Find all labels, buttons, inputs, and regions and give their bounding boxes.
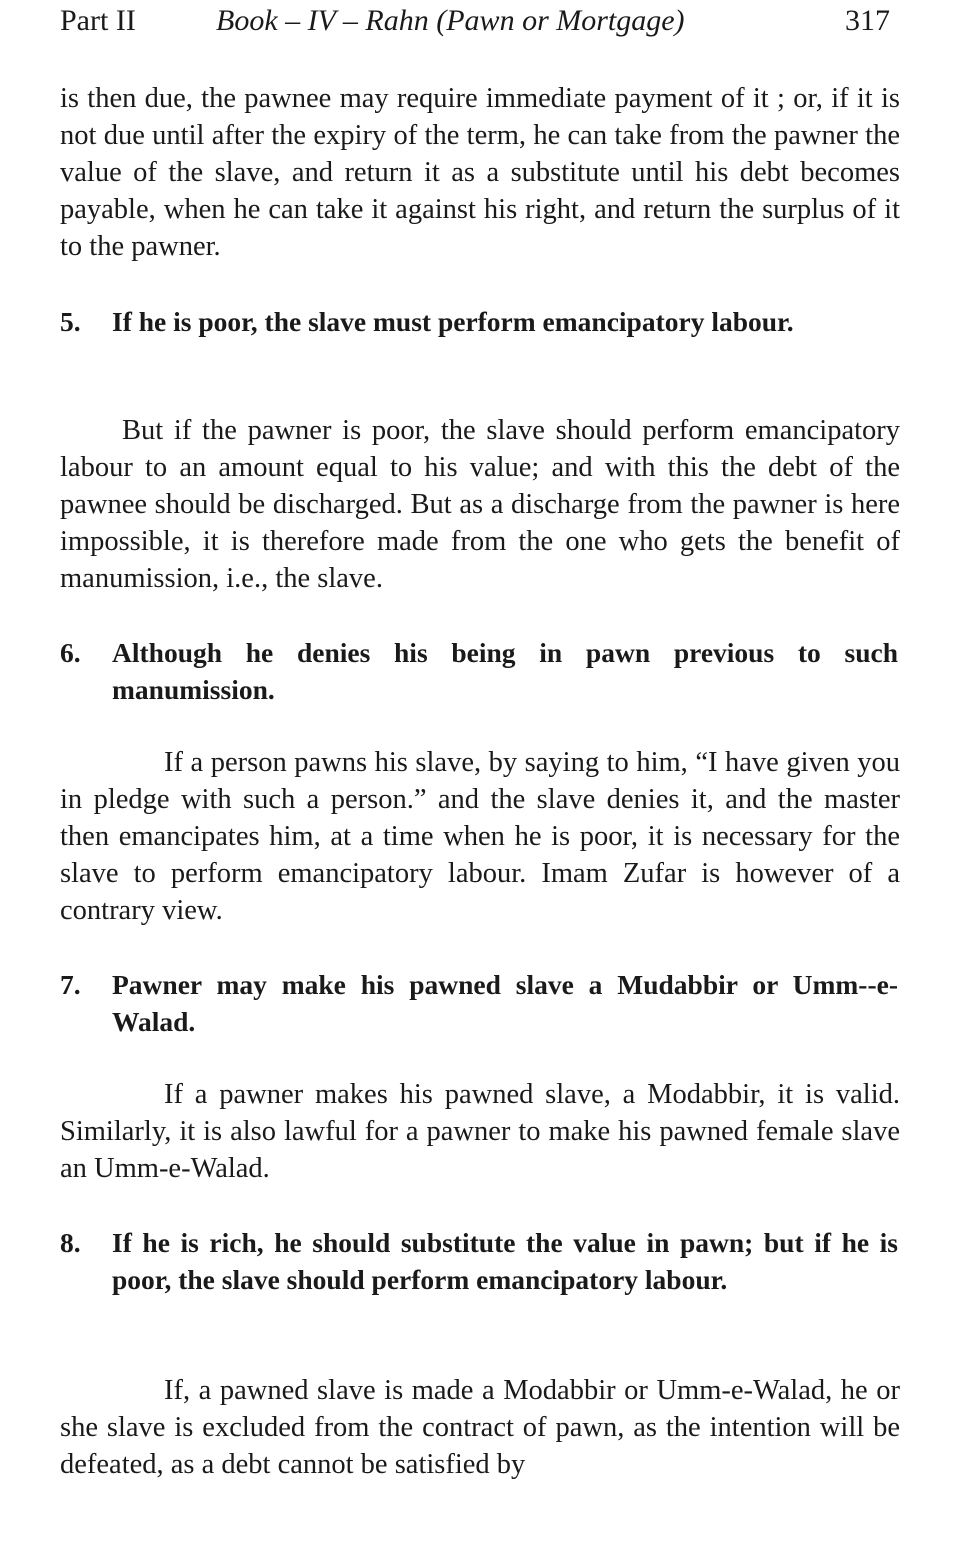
section-number: 5. [60,306,81,337]
section-heading-8 [60,1224,898,1298]
paragraph-section-7: If a pawner makes his pawned slave, a Modabbir, it is valid. Similarly, it is also lawful for a pawner to make his pawned female slave an Umm-e-Walad. [60,1079,900,1184]
paragraph-section-8: If, a pawned slave is made a Modabbir or Umm-e-Walad, he or she slave is excluded from the contract of pawn, as the intention will be defeated, as a debt cannot be satisfied by [60,1375,900,1480]
paragraph-section-5: But if the pawner is poor, the slave should perform emancipatory labour to an amount equal to his value; and with this the debt of the pawnee should be discharged. But as a discharge from the pawner is here impossible, it is therefore made from the one who gets the benefit of manumission, i.e., the slave. [60,415,900,594]
section-number: 7. [60,969,81,1000]
section-heading-5 [60,303,898,340]
section-heading-7 [60,966,898,1040]
header-title: Book – IV – Rahn (Pawn or Mortgage) [216,4,685,37]
section-number: 6. [60,637,81,668]
paragraph-section-6: If a person pawns his slave, by saying to him, “I have given you in pledge with such a person.” and the slave denies it, and the master then emancipates him, at a time when he is poor, it is necessary for the slave to perform emancipatory labour. Imam Zufar is however of a contrary view. [60,747,900,926]
running-header [60,4,890,44]
section-title: Although he denies his being in pawn previous to such manumission. [112,637,898,705]
section-heading-6 [60,634,898,708]
section-number: 8. [60,1227,81,1258]
header-part: Part II [60,4,136,37]
page-number: 317 [845,4,890,37]
section-title: Pawner may make his pawned slave a Mudabbir or Umm--e-Walad. [112,969,898,1037]
paragraph-continuation: is then due, the pawnee may require immediate payment of it ; or, if it is not due until after the expiry of the term, he can take from the pawner the value of the slave, and return it as a substitute until his debt becomes payable, when he can take it against his right, and return the surplus of it to the pawner. [60,83,900,262]
section-title: If he is poor, the slave must perform emancipatory labour. [112,306,794,337]
section-title: If he is rich, he should substitute the value in pawn; but if he is poor, the slave should perform emancipatory labour. [112,1227,898,1295]
